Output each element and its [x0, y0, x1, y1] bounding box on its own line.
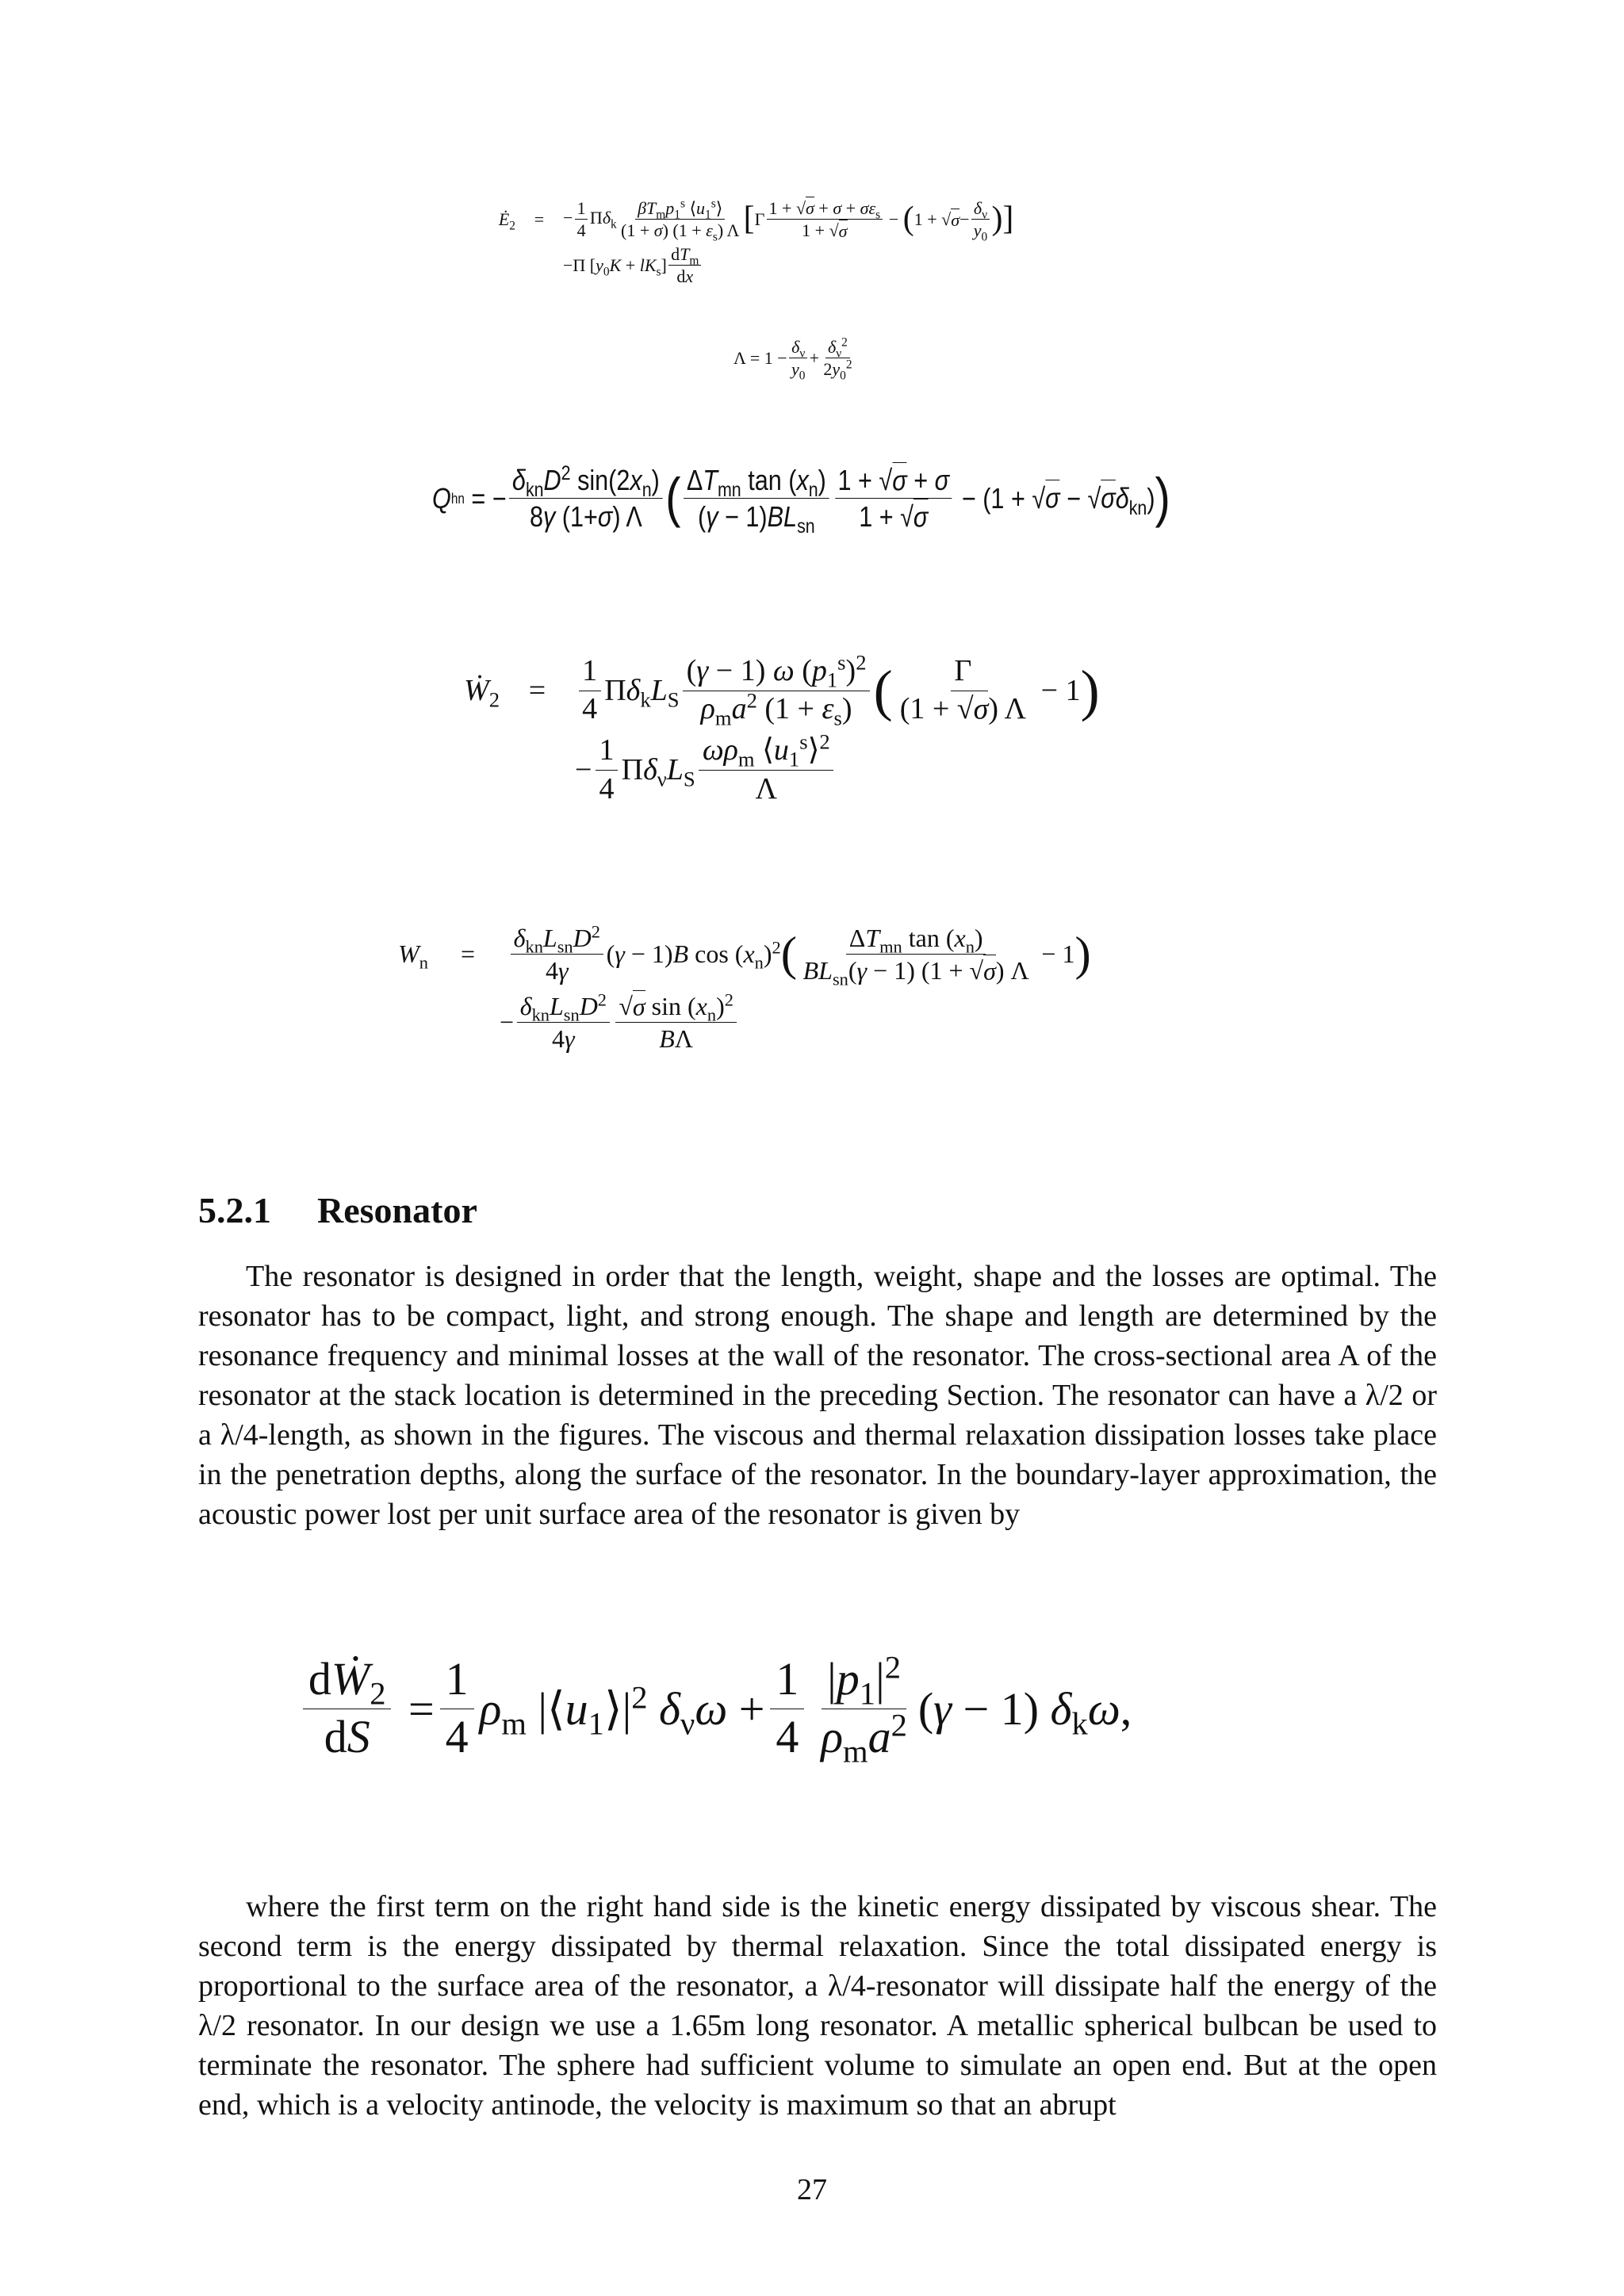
section-heading: [198, 1189, 477, 1231]
section-title: Resonator: [317, 1190, 477, 1230]
equation-qhn: Q hn = − $\frac{\delta_{kn}D^2 \sin(2x_n)}{8\gamma (1+\sigma) \Lambda}$ ( $\frac{\Delta T_{mn} \tan (x_n)}{(\gamma - 1)BL_{sn}}$ $\frac{1 + √\sigma + \sigma}{1 + √\sigma}$ − $(1 + √\sigma - √\sigma\delta_{kn})$ ): [432, 462, 1170, 538]
equation-w2: Ẇ$_2$ = $\frac{1}{4}$ $\Pi\delta_kL_S$ $\frac{(\gamma - 1) \omega (p_1^s)^2}{\rho_ma^2 (1 + \varepsilon_s)}$ ( $\frac{\Gamma}{(1 + √\sigma) \Lambda}$ − 1 ) − $\frac{1}{4}$ $\Pi\delta_\nu L_S$ $\frac{\omega\rho_m ⟨u_1^s⟩^2}{\Lambda}$: [464, 650, 1100, 806]
equation-wn: $W_n$ = $\frac{\delta_{kn}L_{sn}D^2}{4\gamma}$ (γ − 1)B $\cos (x_n)^2$ ( $\frac{\Delta T_{mn} \tan (x_n)}{BL_{sn}(\gamma - 1) (1 + √\sigma) \Lambda}$ − 1 ) − $\frac{\delta_{kn}L_{sn}D^2}{4\gamma}$ $\frac{√\sigma \sin (x_n)^2}{B\Lambda}$: [398, 921, 1091, 1053]
lambda-lhs: Λ = 1 −: [733, 347, 787, 368]
paragraph-1-text: The resonator is designed in order that the length, weight, shape and the losses are optimal. The resonator has to be compact, light, and strong enough. The shape and length are determined by the resonance frequency and minimal losses at the wall of the resonator. The cross-sectional area A of the resonator at the stack location is determined in the preceding Section. The resonator can have a λ/2 or a λ/4-length, as shown in the figures. The viscous and thermal relaxation dissipation losses take place in the penetration depths, along the surface of the resonator. In the boundary-layer approximation, the acoustic power lost per unit surface area of the resonator is given by: [198, 1260, 1437, 1531]
section-number: 5.2.1: [198, 1190, 271, 1230]
equation-dw2ds: $\frac{dẆ_2}{dS}$ = $\frac{1}{4}$ $\rho_m$ $|⟨u_1⟩|^2$ $\delta_\nu\omega$ + $\frac{1}{4}$ $\frac{|p_1|^2}{\rho_ma^2}$ (γ − 1) $\delta_k\omega$,: [297, 1653, 1132, 1764]
paragraph-1: [198, 1257, 1437, 1534]
page-number: 27: [797, 2173, 827, 2206]
equation-lambda: Λ = 1 − $\frac{\delta_\nu}{y_0}$ + $\frac{\delta_\nu^2}{2y_0^2}$: [733, 335, 852, 383]
paragraph-2: [198, 1887, 1437, 2125]
paragraph-2-text: where the first term on the right hand side is the kinetic energy dissipated by viscous shear. The second term is the energy dissipated by thermal relaxation. Since the total dissipated energy is proportional to the surface area of the resonator, a λ/4-resonator will dissipate half the energy of the λ/2 resonator. In our design we use a 1.65m long resonator. A metallic spherical bulbcan be used to terminate the resonator. The sphere had sufficient volume to simulate an open end. But at the open end, which is a velocity antinode, the velocity is maximum so that an abrupt: [198, 1890, 1437, 2122]
equation-e2: $Ė_2$ = − $\frac{1}{4}$ $\Pi\delta_k$ $\frac{\beta T_mp_1^s ⟨u_1^s⟩}{(1 + \sigma) (1 + \varepsilon_s) \Lambda}$ [ Γ $\frac{1 + √\sigma + \sigma + \sigma\varepsilon_s}{1 + √\sigma}$ − ( 1 + √ σ − $\frac{\delta_\nu}{y_0}$ ) ] −Π $[y_0K + lK_s]$ $\frac{dT_m}{dx}$: [498, 197, 1014, 287]
